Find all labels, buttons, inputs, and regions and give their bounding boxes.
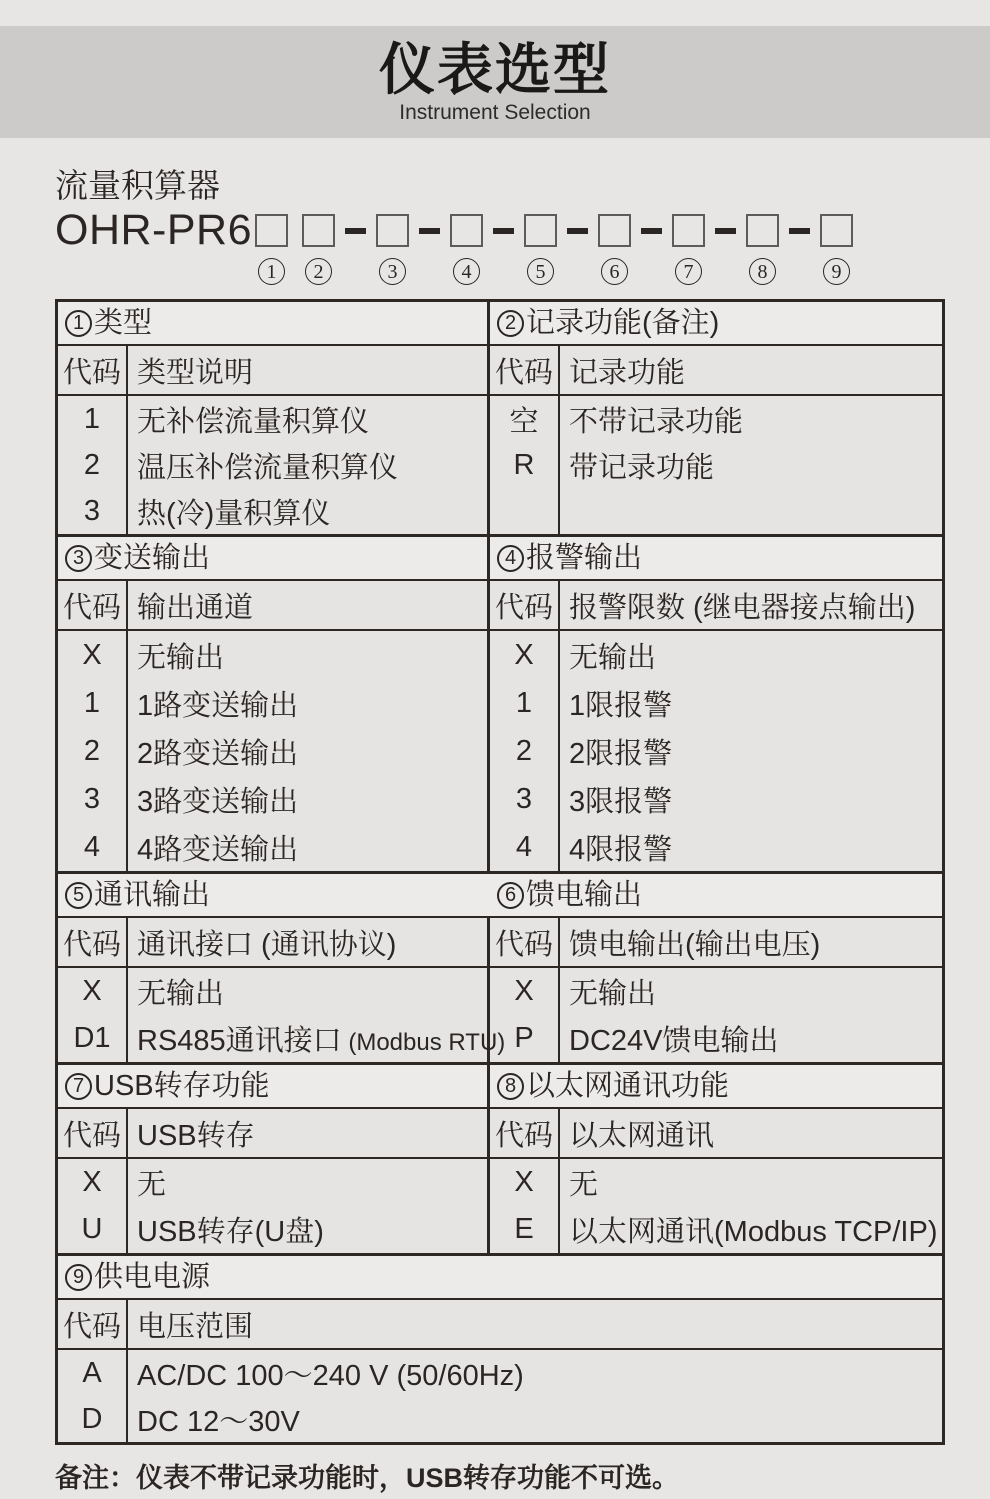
code-cell: D1 — [73, 1022, 111, 1055]
dash-separator — [419, 228, 440, 234]
section-body — [58, 346, 487, 534]
desc-cell: 无输出 — [137, 978, 225, 1011]
content — [55, 168, 945, 1495]
model-prefix: OHR-PR6 — [55, 206, 253, 255]
table-row — [490, 727, 942, 775]
model-box — [302, 214, 335, 247]
circled-number: 3 — [65, 545, 92, 572]
section-title — [58, 537, 487, 581]
code-cell: 4 — [83, 830, 101, 863]
table-row — [58, 823, 487, 871]
section-title — [490, 1065, 942, 1109]
rows-container — [490, 396, 942, 488]
circled-number: 6 — [497, 882, 524, 909]
code-cell: X — [82, 975, 102, 1008]
table-row — [490, 1015, 942, 1062]
model-position — [255, 214, 288, 285]
code-cell: 1 — [83, 402, 101, 435]
code-cell: X — [514, 975, 534, 1008]
page-header — [0, 26, 990, 138]
model-position — [450, 214, 483, 285]
desc-header: 记录功能 — [569, 356, 686, 389]
code-header: 代码 — [494, 1119, 553, 1152]
column-header-row — [58, 1109, 487, 1159]
code-header: 代码 — [494, 356, 553, 389]
position-number: 2 — [305, 258, 332, 285]
code-header: 代码 — [62, 928, 121, 961]
section-title-label: 以太网通讯功能 — [526, 1069, 730, 1102]
code-cell: 1 — [83, 686, 101, 719]
code-cell: X — [514, 1166, 534, 1199]
table-row — [58, 1015, 505, 1062]
dash-separator — [493, 228, 514, 234]
position-number: 6 — [601, 258, 628, 285]
model-box — [376, 214, 409, 247]
desc-cell: 无输出 — [569, 978, 657, 1011]
table-band-5 — [58, 1256, 942, 1442]
code-cell: 3 — [515, 782, 533, 815]
model-box — [598, 214, 631, 247]
position-number: 4 — [453, 258, 480, 285]
section-title — [490, 537, 942, 581]
table-row — [490, 679, 942, 727]
code-header: 代码 — [494, 928, 553, 961]
position-number: 7 — [675, 258, 702, 285]
dash-separator — [789, 228, 810, 234]
desc-cell: 4限报警 — [569, 833, 673, 866]
desc-cell: 无 — [569, 1169, 599, 1202]
rows-container — [490, 968, 942, 1062]
code-cell: X — [82, 638, 102, 671]
section-body — [490, 1109, 942, 1253]
desc-cell: 1路变送输出 — [137, 689, 299, 722]
model-box — [450, 214, 483, 247]
position-number: 5 — [527, 258, 554, 285]
table-band-2 — [58, 537, 942, 874]
desc-cell: 2限报警 — [569, 737, 673, 770]
table-row — [490, 396, 942, 442]
section-usb-dump — [58, 1065, 487, 1253]
section-title-label: USB转存功能 — [94, 1069, 270, 1102]
code-cell: E — [514, 1213, 534, 1246]
table-row — [490, 1159, 942, 1206]
code-cell: P — [514, 1022, 534, 1055]
section-title-label: 记录功能(备注) — [526, 306, 720, 339]
desc-header: 类型说明 — [137, 356, 254, 389]
column-header-row — [58, 581, 487, 631]
model-box — [255, 214, 288, 247]
table-row — [58, 679, 487, 727]
code-header: 代码 — [62, 1119, 121, 1152]
table-row — [490, 631, 942, 679]
model-box — [746, 214, 779, 247]
section-title-label: 馈电输出 — [526, 878, 643, 911]
code-cell: 3 — [83, 782, 101, 815]
desc-suffix: (Modbus RTU) — [341, 1029, 506, 1057]
desc-cell: 不带记录功能 — [569, 405, 744, 438]
model-box — [820, 214, 853, 247]
section-title-label: 报警输出 — [526, 541, 643, 574]
section-body — [490, 918, 942, 1062]
desc-cell: 无补偿流量积算仪 — [137, 405, 370, 438]
page-subtitle: Instrument Selection — [399, 100, 591, 124]
table-row — [58, 488, 487, 534]
section-title-label: 变送输出 — [94, 541, 211, 574]
position-number: 1 — [258, 258, 285, 285]
table-row — [58, 1159, 487, 1206]
code-cell: X — [514, 638, 534, 671]
code-header: 代码 — [62, 356, 121, 389]
desc-header: 输出通道 — [137, 591, 254, 624]
section-transmit-output — [58, 537, 487, 871]
desc-cell: 3路变送输出 — [137, 785, 299, 818]
section-body — [58, 1109, 487, 1253]
circled-number: 7 — [65, 1073, 92, 1100]
section-type — [58, 302, 487, 534]
desc-cell: 2路变送输出 — [137, 737, 299, 770]
dash-separator — [715, 228, 736, 234]
table-row — [58, 727, 487, 775]
table-row — [490, 1206, 942, 1253]
table-band-4 — [58, 1065, 942, 1256]
desc-header: 以太网通讯 — [569, 1119, 715, 1152]
desc-cell: 4路变送输出 — [137, 833, 299, 866]
position-number: 3 — [379, 258, 406, 285]
column-header-row — [490, 581, 942, 631]
rows-container — [490, 1159, 942, 1253]
model-position — [524, 214, 557, 285]
code-cell: D — [81, 1402, 103, 1435]
rows-container — [58, 1350, 942, 1442]
desc-cell: 1限报警 — [569, 689, 673, 722]
model-position — [376, 214, 409, 285]
table-band-3 — [58, 874, 942, 1065]
table-row — [58, 1350, 942, 1396]
rows-container — [58, 396, 487, 534]
column-header-row — [58, 346, 487, 396]
desc-header: 电压范围 — [137, 1310, 254, 1343]
column-header-row — [490, 346, 942, 396]
rows-container — [58, 1159, 487, 1253]
section-title — [58, 874, 505, 918]
table-row — [58, 775, 487, 823]
desc-cell: USB转存(U盘) — [137, 1216, 324, 1249]
desc-cell: RS485通讯接口 (Modbus RTU) — [137, 1025, 506, 1058]
section-feed-output — [490, 874, 942, 1062]
code-cell: 3 — [83, 494, 101, 527]
section-title-label: 供电电源 — [94, 1260, 211, 1293]
table-row — [490, 775, 942, 823]
table-row — [58, 968, 505, 1015]
table-row — [490, 968, 942, 1015]
dash-separator — [567, 228, 588, 234]
code-header: 代码 — [494, 591, 553, 624]
code-cell: 1 — [515, 686, 533, 719]
desc-header: 馈电输出(输出电压) — [569, 928, 821, 961]
product-name: 流量积算器 — [55, 167, 220, 204]
column-header-row — [58, 1300, 942, 1350]
section-power-supply — [58, 1256, 942, 1442]
circled-number: 2 — [497, 310, 524, 337]
code-header: 代码 — [62, 591, 121, 624]
model-units — [255, 214, 853, 285]
section-title — [58, 1256, 942, 1300]
desc-cell: 带记录功能 — [569, 451, 715, 484]
section-title-label: 类型 — [94, 306, 153, 339]
section-body — [58, 918, 505, 1062]
column-header-row — [490, 918, 942, 968]
model-position — [820, 214, 853, 285]
section-ethernet — [490, 1065, 942, 1253]
circled-number: 4 — [497, 545, 524, 572]
desc-cell: AC/DC 100～240 V (50/60Hz) — [137, 1359, 524, 1392]
model-position — [746, 214, 779, 285]
desc-cell: DC24V馈电输出 — [569, 1025, 779, 1058]
position-number: 8 — [749, 258, 776, 285]
code-cell: A — [82, 1356, 102, 1389]
table-band-1 — [58, 302, 942, 537]
model-position — [598, 214, 631, 285]
desc-header: 通讯接口 (通讯协议) — [137, 928, 397, 961]
code-cell: 空 — [509, 405, 539, 438]
column-header-row — [58, 918, 505, 968]
code-cell: 2 — [83, 734, 101, 767]
section-alarm-output — [490, 537, 942, 871]
section-title — [490, 302, 942, 346]
position-number: 9 — [823, 258, 850, 285]
model-box — [672, 214, 705, 247]
desc-cell: 无输出 — [137, 641, 225, 674]
circled-number: 9 — [65, 1264, 92, 1291]
code-cell: 4 — [515, 830, 533, 863]
section-body — [58, 581, 487, 871]
table-row — [58, 631, 487, 679]
code-header: 代码 — [62, 1310, 121, 1343]
code-cell: 2 — [83, 448, 101, 481]
section-title — [58, 302, 487, 346]
code-cell: 2 — [515, 734, 533, 767]
desc-cell: 无 — [137, 1169, 167, 1202]
selection-table — [55, 299, 945, 1445]
section-body — [58, 1300, 942, 1442]
column-header-row — [490, 1109, 942, 1159]
table-row — [490, 823, 942, 871]
rows-container — [58, 631, 487, 871]
section-title — [490, 874, 942, 918]
footnote: 备注：仪表不带记录功能时，USB转存功能不可选。 — [55, 1463, 680, 1494]
table-row — [58, 442, 487, 488]
desc-cell: 温压补偿流量积算仪 — [137, 451, 399, 484]
section-comm-output — [58, 874, 505, 1062]
section-record — [490, 302, 942, 534]
desc-cell: 以太网通讯(Modbus TCP/IP) — [569, 1216, 938, 1249]
section-title-label: 通讯输出 — [94, 878, 211, 911]
section-body — [490, 581, 942, 871]
dash-separator — [641, 228, 662, 234]
section-title — [58, 1065, 487, 1109]
page-title: 仪表选型 — [379, 37, 611, 101]
rows-container — [490, 631, 942, 871]
desc-cell: 热(冷)量积算仪 — [137, 497, 331, 530]
code-cell: R — [513, 448, 535, 481]
desc-cell: 3限报警 — [569, 785, 673, 818]
desc-header: USB转存 — [137, 1119, 255, 1152]
model-box — [524, 214, 557, 247]
code-cell: U — [81, 1213, 103, 1246]
code-cell: X — [82, 1166, 102, 1199]
rows-container — [58, 968, 505, 1062]
desc-cell: DC 12～30V — [137, 1405, 300, 1438]
table-row — [58, 1396, 942, 1442]
top-strip — [0, 0, 990, 26]
dash-separator — [345, 228, 366, 234]
table-row — [490, 442, 942, 488]
circled-number: 5 — [65, 882, 92, 909]
desc-cell: 无输出 — [569, 641, 657, 674]
model-code-line — [55, 206, 945, 285]
circled-number: 1 — [65, 310, 92, 337]
desc-header: 报警限数 (继电器接点输出) — [569, 591, 916, 624]
model-position — [302, 214, 335, 285]
circled-number: 8 — [497, 1073, 524, 1100]
table-row — [58, 1206, 487, 1253]
model-position — [672, 214, 705, 285]
table-row — [58, 396, 487, 442]
section-body — [490, 346, 942, 534]
